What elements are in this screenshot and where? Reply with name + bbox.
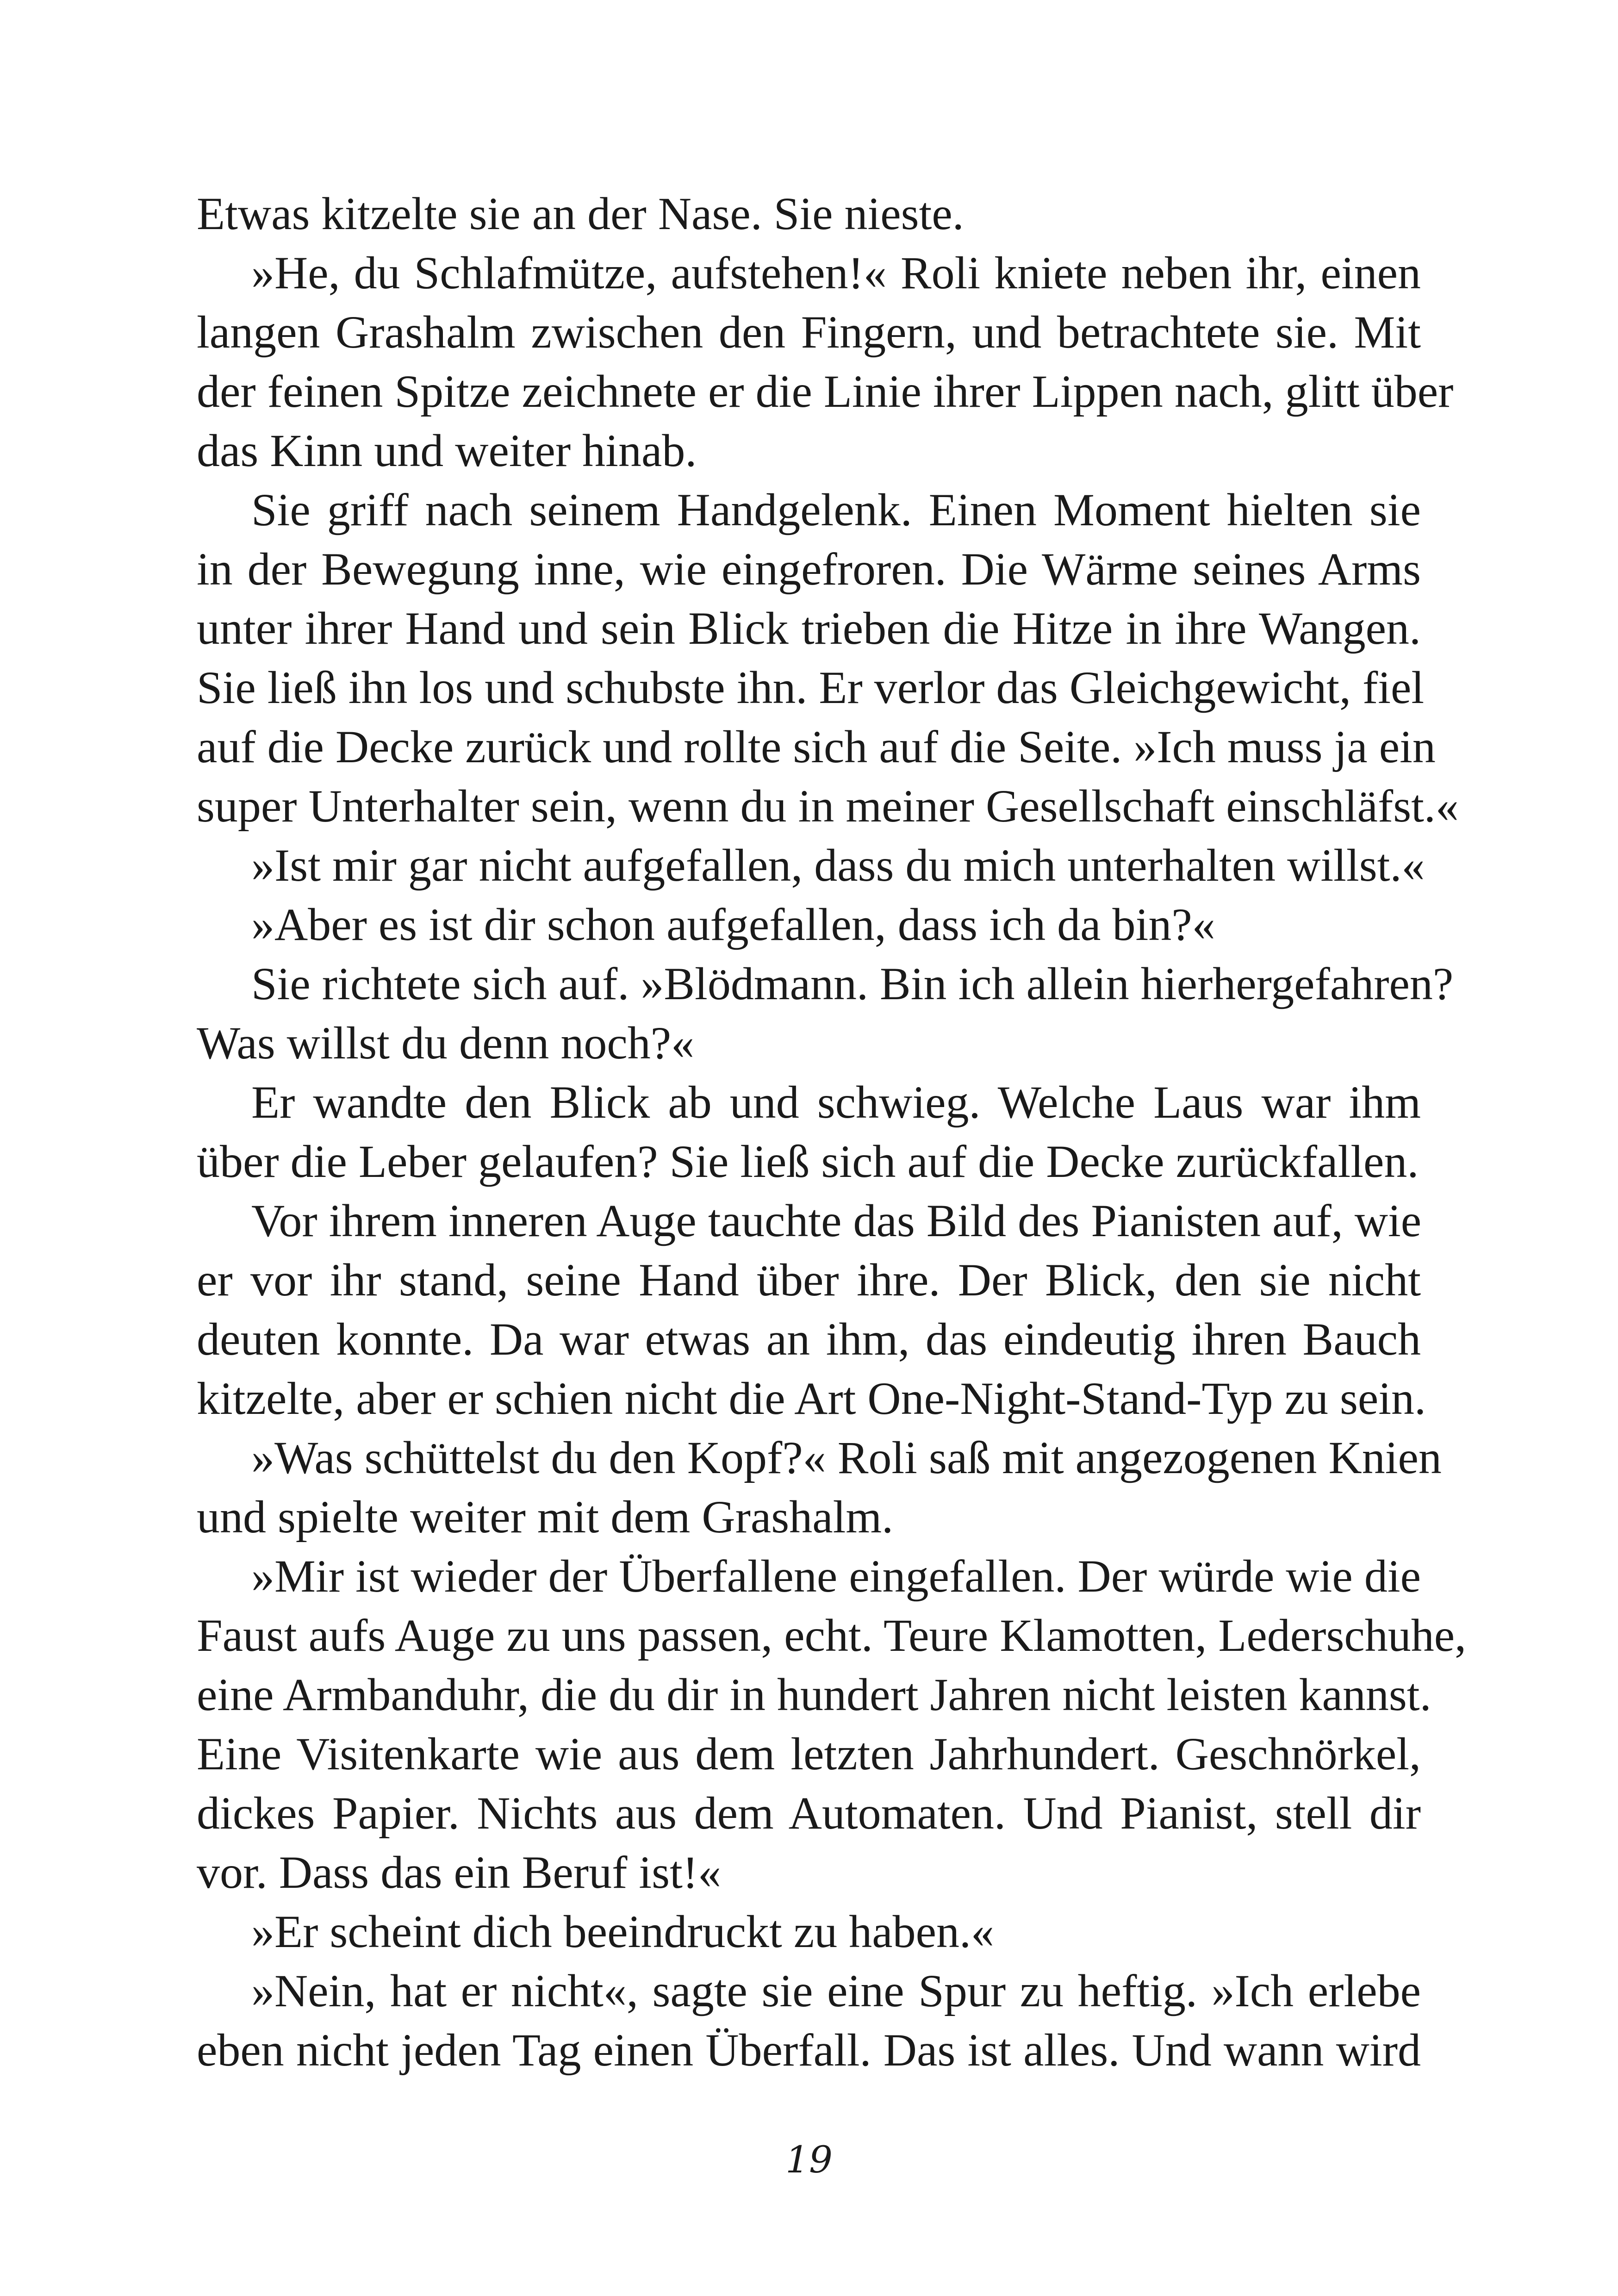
text-line: dickes Papier. Nichts aus dem Automaten. Und Pianist, stell dir (197, 1787, 1421, 1839)
text-line: deuten konnte. Da war etwas an ihm, das eindeutig ihren Bauch (197, 1313, 1421, 1365)
text-line: Vor ihrem inneren Auge tauchte das Bild des Pianisten auf, wie (251, 1195, 1422, 1246)
text-line: »Er scheint dich beeindruckt zu haben.« (251, 1906, 994, 1957)
text-line: in der Bewegung inne, wie eingefroren. Die Wärme seines Arms (197, 543, 1421, 595)
text-line: »Nein, hat er nicht«, sagte sie eine Spur zu heftig. »Ich erlebe (251, 1965, 1421, 2016)
text-line: eben nicht jeden Tag einen Überfall. Das ist alles. Und wann wird (197, 2024, 1421, 2076)
text-line: auf die Decke zurück und rollte sich auf die Seite. »Ich muss ja ein (197, 721, 1436, 772)
text-line: eine Armbanduhr, die du dir in hundert Jahren nicht leisten kannst. (197, 1669, 1431, 1720)
text-line: Eine Visitenkarte wie aus dem letzten Jahrhundert. Geschnörkel, (197, 1728, 1421, 1780)
text-line: und spielte weiter mit dem Grashalm. (197, 1491, 894, 1543)
text-line: unter ihrer Hand und sein Blick trieben die Hitze in ihre Wangen. (197, 603, 1421, 654)
text-line: Sie ließ ihn los und schubste ihn. Er verlor das Gleichgewicht, fiel (197, 662, 1425, 713)
text-line: Was willst du denn noch?« (197, 1017, 695, 1069)
text-line: kitzelte, aber er schien nicht die Art One-Night-Stand-Typ zu sein. (197, 1373, 1426, 1424)
text-line: »Aber es ist dir schon aufgefallen, dass ich da bin?« (251, 899, 1215, 950)
text-line: Er wandte den Blick ab und schwieg. Welche Laus war ihm (251, 1076, 1421, 1128)
text-line: über die Leber gelaufen? Sie ließ sich auf die Decke zurückfallen. (197, 1136, 1419, 1187)
page-number: 19 (785, 2138, 833, 2181)
text-line: vor. Dass das ein Beruf ist!« (197, 1847, 722, 1898)
body-text (197, 184, 1467, 2080)
text-line: Sie griff nach seinem Handgelenk. Einen Moment hielten sie (251, 484, 1421, 535)
text-line: Etwas kitzelte sie an der Nase. Sie nieste. (197, 188, 964, 239)
text-line: der feinen Spitze zeichnete er die Linie ihrer Lippen nach, glitt über (197, 366, 1454, 417)
text-line: das Kinn und weiter hinab. (197, 425, 697, 476)
text-line: Sie richtete sich auf. »Blödmann. Bin ich allein hierhergefahren? (251, 958, 1454, 1009)
text-line: »Was schüttelst du den Kopf?« Roli saß mit angezogenen Knien (251, 1432, 1442, 1483)
text-line: »Mir ist wieder der Überfallene eingefallen. Der würde wie die (251, 1550, 1421, 1602)
text-line: »Ist mir gar nicht aufgefallen, dass du mich unterhalten willst.« (251, 840, 1425, 891)
text-line: er vor ihr stand, seine Hand über ihre. Der Blick, den sie nicht (197, 1254, 1421, 1306)
text-line: Faust aufs Auge zu uns passen, echt. Teure Klamotten, Lederschuhe, (197, 1610, 1467, 1661)
text-line: super Unterhalter sein, wenn du in meiner Gesellschaft einschläfst.« (197, 780, 1459, 832)
text-line: langen Grashalm zwischen den Fingern, und betrachtete sie. Mit (197, 306, 1421, 358)
text-line: »He, du Schlafmütze, aufstehen!« Roli kniete neben ihr, einen (251, 247, 1421, 299)
